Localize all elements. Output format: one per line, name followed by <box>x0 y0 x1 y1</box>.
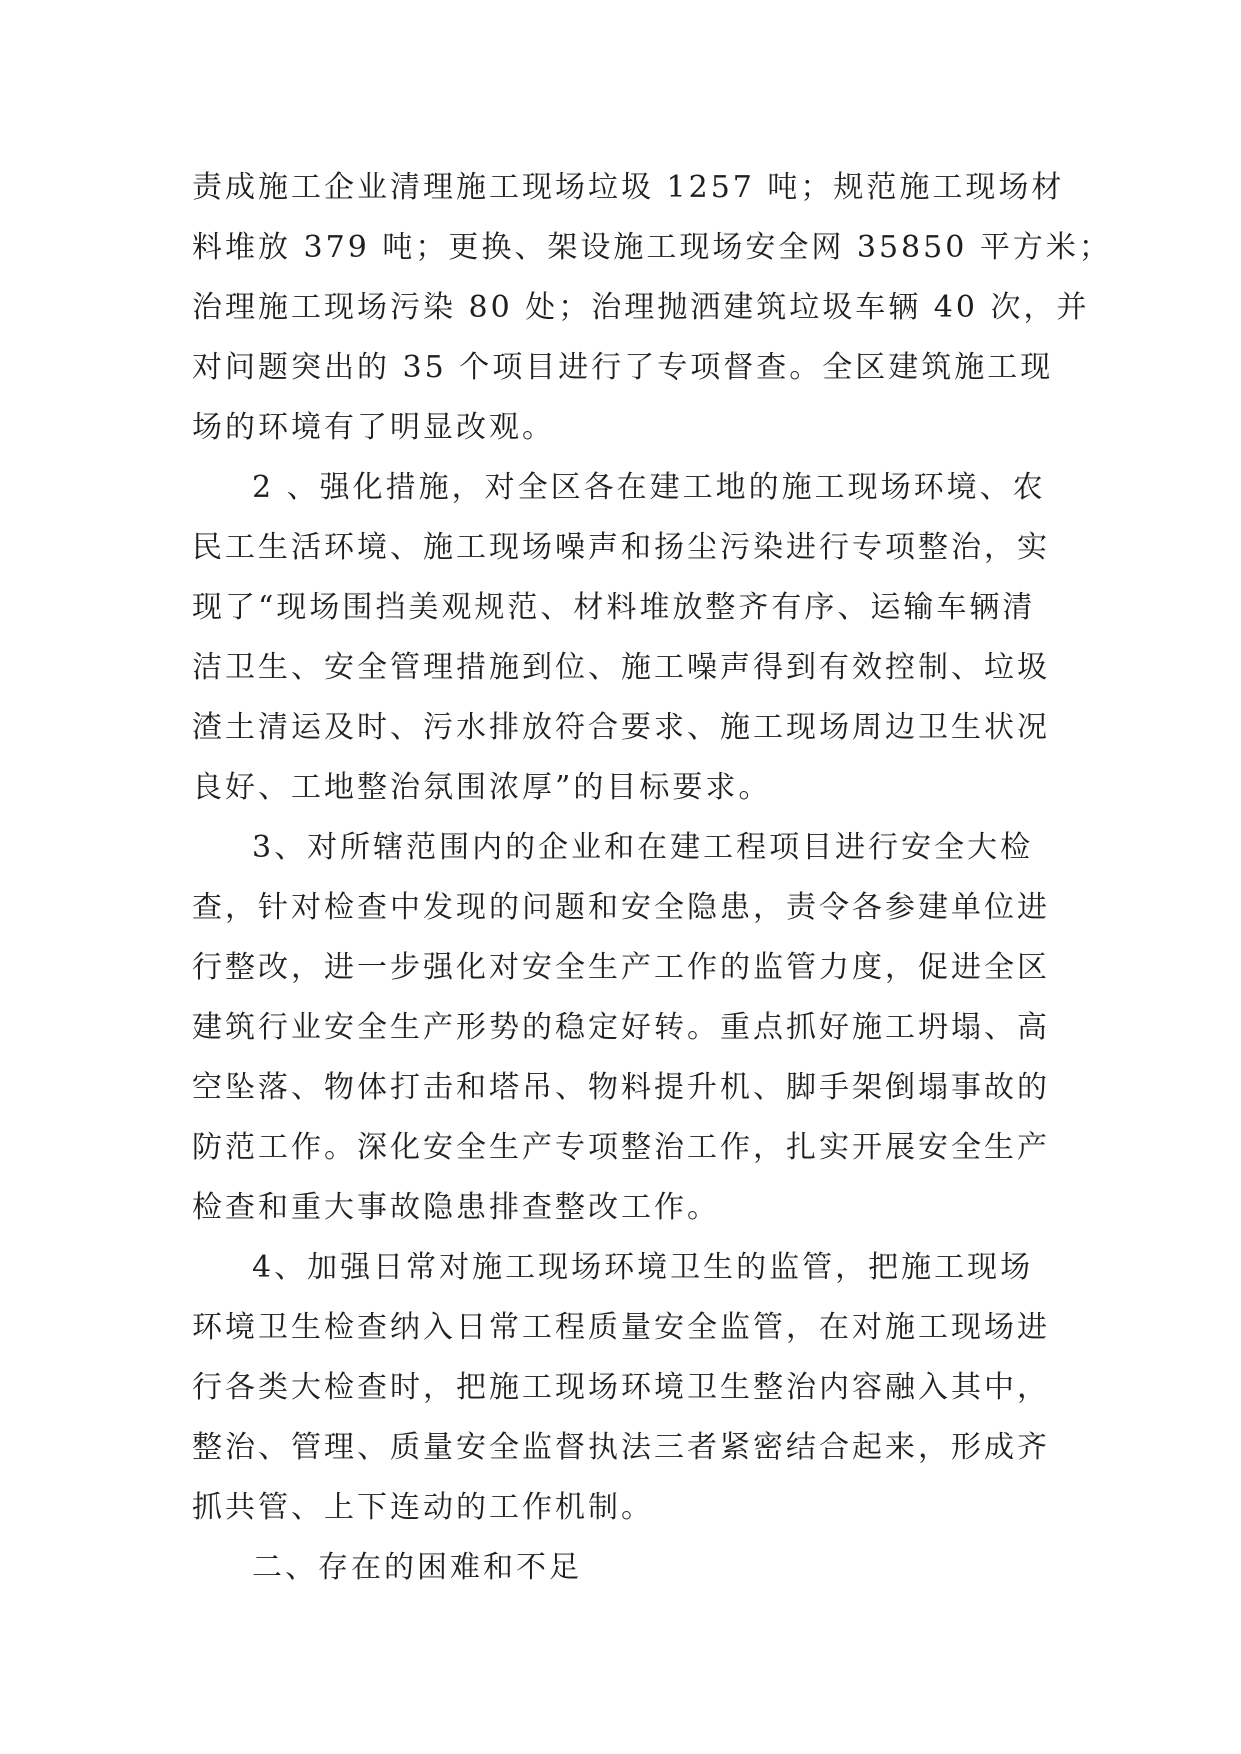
text-line: 建筑行业安全生产形势的稳定好转。重点抓好施工坍塌、高 <box>192 1010 1050 1045</box>
text-line: 现了“现场围挡美观规范、材料堆放整齐有序、运输车辆清 <box>192 590 1036 625</box>
text-line: 对问题突出的 35 个项目进行了专项督查。全区建筑施工现 <box>192 350 1054 385</box>
text-line: 抓共管、上下连动的工作机制。 <box>192 1490 654 1525</box>
text-line: 洁卫生、安全管理措施到位、施工噪声得到有效控制、垃圾 <box>192 650 1050 685</box>
text-line: 行整改，进一步强化对安全生产工作的监管力度，促进全区 <box>192 950 1050 985</box>
paragraph-3 <box>192 818 1052 1238</box>
section-heading-text: 二、存在的困难和不足 <box>252 1550 582 1585</box>
paragraph-4 <box>192 1238 1052 1538</box>
text-line: 行各类大检查时，把施工现场环境卫生整治内容融入其中， <box>192 1370 1050 1405</box>
text-line: 责成施工企业清理施工现场垃圾 1257 吨；规范施工现场材 <box>192 170 1065 205</box>
text-line: 查，针对检查中发现的问题和安全隐患，责令各参建单位进 <box>192 890 1050 925</box>
text-line: 空坠落、物体打击和塔吊、物料提升机、脚手架倒塌事故的 <box>192 1070 1050 1105</box>
text-line: 检查和重大事故隐患排查整改工作。 <box>192 1190 720 1225</box>
paragraph-2 <box>192 458 1052 818</box>
text-line: 渣土清运及时、污水排放符合要求、施工现场周边卫生状况 <box>192 710 1050 745</box>
text-line: 4、加强日常对施工现场环境卫生的监管，把施工现场 <box>252 1250 1034 1285</box>
text-line: 2 、强化措施，对全区各在建工地的施工现场环境、农 <box>252 470 1046 505</box>
text-line: 防范工作。深化安全生产专项整治工作，扎实开展安全生产 <box>192 1130 1050 1165</box>
text-line: 环境卫生检查纳入日常工程质量安全监管，在对施工现场进 <box>192 1310 1050 1345</box>
text-line: 场的环境有了明显改观。 <box>192 410 555 445</box>
text-line: 治理施工现场污染 80 处；治理抛洒建筑垃圾车辆 40 次，并 <box>192 290 1090 325</box>
text-line: 民工生活环境、施工现场噪声和扬尘污染进行专项整治，实 <box>192 530 1050 565</box>
text-line: 良好、工地整治氛围浓厚”的目标要求。 <box>192 770 772 805</box>
paragraph-1 <box>192 158 1112 458</box>
text-line: 3、对所辖范围内的企业和在建工程项目进行安全大检 <box>252 830 1034 865</box>
text-line: 整治、管理、质量安全监督执法三者紧密结合起来，形成齐 <box>192 1430 1050 1465</box>
text-line: 料堆放 379 吨；更换、架设施工现场安全网 35850 平方米； <box>192 230 1112 265</box>
section-heading <box>192 1538 1052 1598</box>
document-body <box>192 158 1112 1598</box>
